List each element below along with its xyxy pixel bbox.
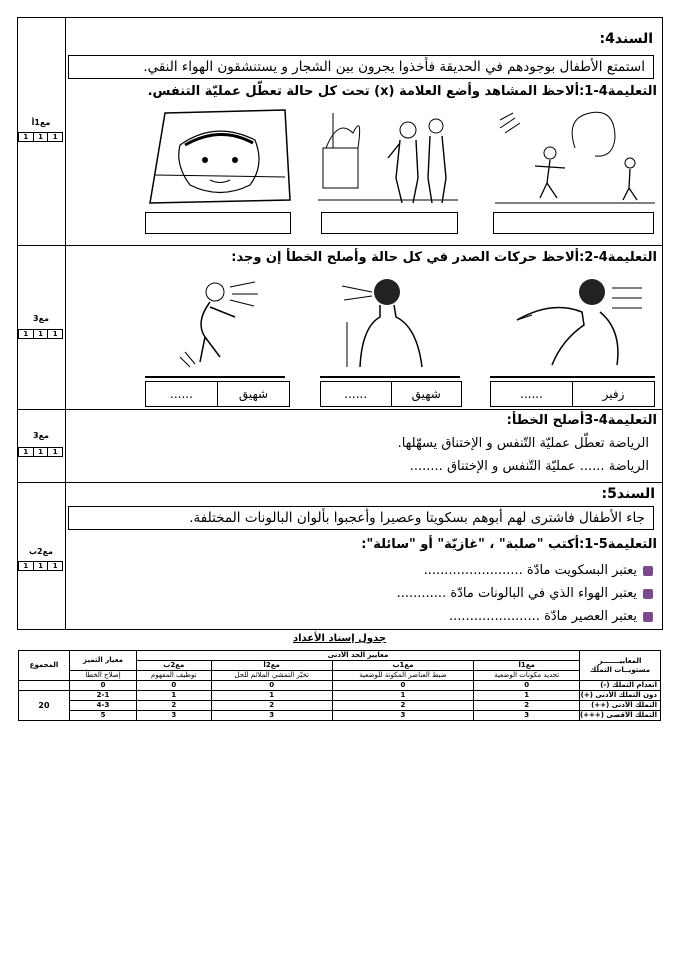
level-label: دون التملك الأدنى xyxy=(595,691,657,699)
score-value: 0 xyxy=(332,681,474,691)
score-value: 2 xyxy=(332,701,474,711)
answer-box-1[interactable] xyxy=(145,212,291,234)
score-value: 1 xyxy=(474,691,580,701)
criterion-label: مع1أ xyxy=(31,118,51,127)
answer-box-2[interactable] xyxy=(321,212,458,234)
answer-pair-1[interactable] xyxy=(490,381,655,407)
people-smoke-illustration xyxy=(318,108,458,206)
list-item xyxy=(397,586,653,601)
column-code: مع1ب xyxy=(332,661,474,671)
instruction-4-3-fill[interactable]: الرياضة ...... عمليّة التّنفس و الإختناق ........ xyxy=(409,459,649,474)
scores-table-title: جدول إسناد الأعداد xyxy=(292,633,387,644)
level-symbol: (-) xyxy=(600,681,610,689)
item-text[interactable]: يعتبر البسكويت مادّة ........................ xyxy=(423,563,637,578)
list-item xyxy=(424,563,653,578)
score-value: 3 xyxy=(474,711,580,721)
score-value: 0 xyxy=(474,681,580,691)
divider-bar xyxy=(145,376,285,378)
score-grid xyxy=(19,132,63,142)
score-value: 2-1 xyxy=(70,691,137,701)
criteria-header: المعاييـــــــر xyxy=(598,656,642,665)
levels-header: مستويــات التملّك xyxy=(589,665,651,674)
total-cell xyxy=(19,681,70,691)
table-row xyxy=(19,701,661,711)
column-desc: إصلاح الخطأ xyxy=(70,671,137,681)
answer-blank[interactable]: ...... xyxy=(520,387,543,401)
answer-blank[interactable]: ...... xyxy=(344,387,368,401)
scores-table xyxy=(18,650,661,721)
column-desc: ضبط العناصر المكونة للوضعية xyxy=(332,671,474,681)
score-value: 3 xyxy=(211,711,332,721)
answer-pair-2[interactable] xyxy=(320,381,462,407)
level-cell xyxy=(580,711,661,721)
table-row xyxy=(19,691,661,701)
level-cell xyxy=(580,691,661,701)
child-pillow-illustration xyxy=(145,105,295,207)
section5-title: السند5: xyxy=(601,486,655,502)
divider-1 xyxy=(17,245,663,246)
score-cell[interactable]: 1 xyxy=(47,329,63,339)
column-code: مع2ب xyxy=(137,661,212,671)
column-desc: تخيّر التمشي الملائم للحل xyxy=(211,671,332,681)
score-cell[interactable]: 1 xyxy=(47,561,63,571)
children-playing-illustration xyxy=(495,108,655,206)
score-value: 0 xyxy=(211,681,332,691)
score-cell[interactable]: 1 xyxy=(18,329,34,339)
instruction-4-3-sentence: الرياضة تعطّل عمليّة التّنفس و الإختناق يسهّلها. xyxy=(397,436,649,451)
score-value: 0 xyxy=(137,681,212,691)
score-value: 1 xyxy=(137,691,212,701)
bullet-icon xyxy=(643,589,653,599)
answer-label: زفير xyxy=(572,382,654,406)
score-value: 2 xyxy=(211,701,332,711)
score-value: 1 xyxy=(332,691,474,701)
total-value: 20 xyxy=(19,691,70,721)
table-row xyxy=(19,711,661,721)
man-exhaling-illustration xyxy=(332,272,442,372)
answer-blank[interactable]: ...... xyxy=(170,387,193,401)
score-value: 0 xyxy=(70,681,137,691)
score-cell[interactable]: 1 xyxy=(33,329,49,339)
table-corner xyxy=(580,651,661,681)
score-grid xyxy=(19,329,63,339)
item-text[interactable]: يعتبر الهواء الذي في البالونات مادّة ............ xyxy=(396,586,637,601)
score-value: 3 xyxy=(332,711,474,721)
score-cell[interactable]: 1 xyxy=(33,447,49,457)
score-cell[interactable]: 1 xyxy=(47,132,63,142)
criteria-column-divider xyxy=(65,17,66,630)
bullet-icon xyxy=(643,612,653,622)
level-cell xyxy=(580,701,661,711)
score-value: 5 xyxy=(70,711,137,721)
score-cell[interactable]: 1 xyxy=(47,447,63,457)
excellence-header: معيار التميز xyxy=(70,651,137,671)
score-value: 3 xyxy=(137,711,212,721)
level-symbol: (+) xyxy=(580,691,593,699)
score-grid xyxy=(19,447,63,457)
runner-breathing-illustration xyxy=(160,272,270,372)
man-inhaling-illustration xyxy=(512,270,652,375)
score-value: 1 xyxy=(211,691,332,701)
score-value: 2 xyxy=(137,701,212,711)
divider-bar xyxy=(490,376,655,378)
column-desc: توظيف المفهوم xyxy=(137,671,212,681)
level-label: التملك الأدنى xyxy=(611,701,657,709)
answer-label: شهيق xyxy=(217,382,289,406)
score-cell[interactable]: 1 xyxy=(18,561,34,571)
divider-2 xyxy=(17,409,663,410)
table-row xyxy=(19,681,661,691)
bullet-icon xyxy=(643,566,653,576)
section4-text-box: استمتع الأطفال بوجودهم في الحديقة فأخذوا يجرون بين الشجار و يستنشقون الهواء النقي. xyxy=(68,55,654,79)
total-header: المجموع xyxy=(19,651,70,681)
score-value: 2 xyxy=(474,701,580,711)
instruction-4-3: التعليمة4-3أصلح الخطأ: xyxy=(506,413,657,428)
column-desc: تحديد مكونات الوضعية xyxy=(474,671,580,681)
criterion-label: مع2ب xyxy=(28,547,54,556)
level-label: التملك الأقصى xyxy=(606,711,657,719)
level-label: انعدام التملك xyxy=(612,681,657,689)
criterion-label: مع3 xyxy=(33,314,49,323)
min-criteria-header: معايير الحد الأدنى xyxy=(137,651,580,661)
section4-title: السند4: xyxy=(599,31,653,47)
divider-bar xyxy=(320,376,460,378)
level-cell xyxy=(580,681,661,691)
score-cell[interactable]: 1 xyxy=(33,132,49,142)
item-text[interactable]: يعتبر العصير مادّة ...................... xyxy=(449,609,637,624)
criterion-label: مع3 xyxy=(33,431,49,440)
answer-pair-3[interactable] xyxy=(145,381,290,407)
section5-text-box: جاء الأطفال فاشترى لهم أبوهم بسكويتا وعصيرا وأعجبوا بألوان البالونات المختلفة. xyxy=(68,506,654,530)
instruction-4-1: التعليمة4-1:ألاحظ المشاهد وأضع العلامة (x) تحت كل حالة تعطّل عمليّة التنفس. xyxy=(147,84,657,99)
divider-3 xyxy=(17,482,663,483)
answer-label: شهيق xyxy=(391,382,462,406)
score-grid xyxy=(19,561,63,571)
level-symbol: (++) xyxy=(591,701,610,709)
list-item xyxy=(449,609,653,624)
instruction-5-1: التعليمة5-1:أكتب "صلبة" ، "غازيّة" أو "سائلة": xyxy=(361,537,657,552)
level-symbol: (+++) xyxy=(579,711,604,719)
column-code: مع1أ xyxy=(474,661,580,671)
instruction-4-2: التعليمة4-2:ألاحظ حركات الصدر في كل حالة وأصلح الخطأ إن وجد: xyxy=(231,250,657,265)
score-cell[interactable]: 1 xyxy=(18,447,34,457)
answer-box-3[interactable] xyxy=(493,212,654,234)
score-cell[interactable]: 1 xyxy=(18,132,34,142)
score-cell[interactable]: 1 xyxy=(33,561,49,571)
score-value: 4-3 xyxy=(70,701,137,711)
column-code: مع2أ xyxy=(211,661,332,671)
